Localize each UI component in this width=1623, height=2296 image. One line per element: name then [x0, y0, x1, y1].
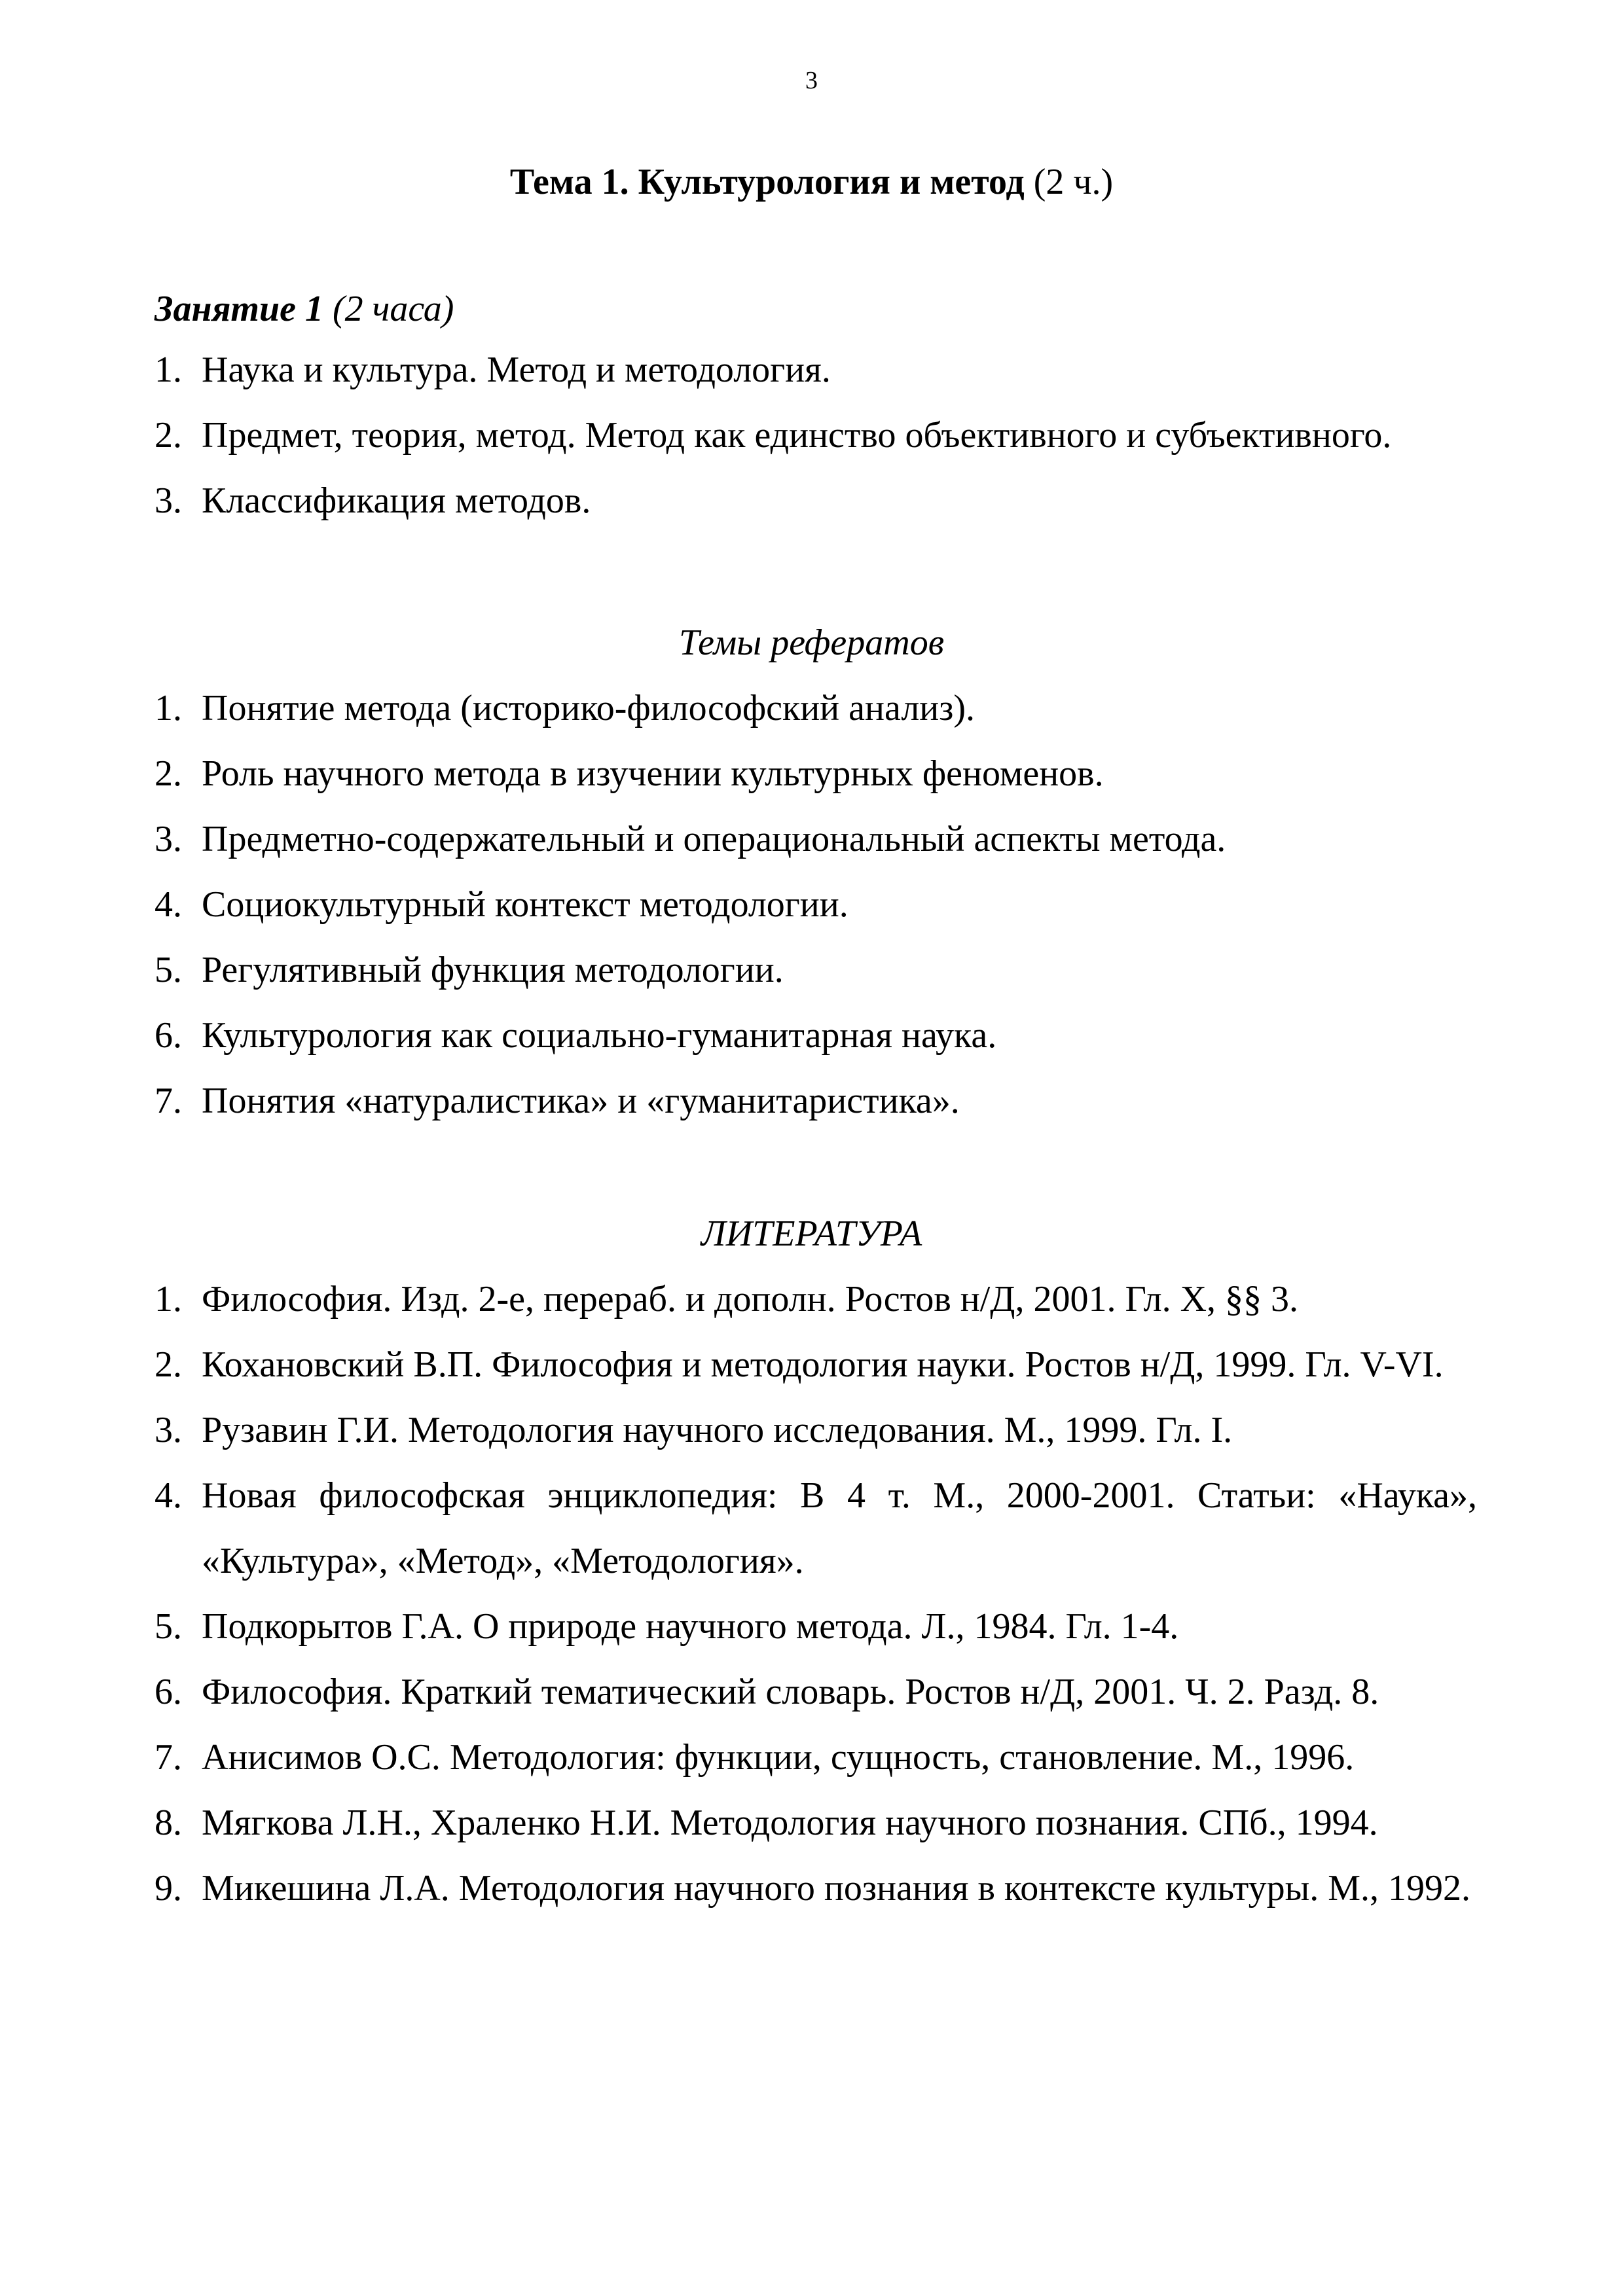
list-item-number: 9. [155, 1868, 182, 1909]
lesson-label-title: Занятие 1 [155, 289, 323, 329]
list-item-text: Наука и культура. Метод и методология. [202, 350, 831, 390]
list-item [155, 1397, 1477, 1463]
list-item [155, 741, 1477, 806]
list-item-number: 1. [155, 1279, 182, 1319]
list-item [155, 337, 1477, 403]
lesson-questions-list [155, 337, 1477, 533]
list-item-number: 3. [155, 819, 182, 859]
list-item-number: 7. [155, 1081, 182, 1121]
list-item [155, 806, 1477, 872]
topic-heading-hours: (2 ч.) [1024, 162, 1114, 202]
list-item-text: Понятия «натуралистика» и «гуманитаристика». [202, 1081, 960, 1121]
essay-topics-list [155, 675, 1477, 1134]
list-item-number: 2. [155, 1344, 182, 1385]
topic-heading [0, 156, 1623, 208]
list-item-number: 1. [155, 688, 182, 728]
list-item-text: Роль научного метода в изучении культурных феноменов. [202, 753, 1104, 794]
list-item-number: 2. [155, 415, 182, 456]
list-item-text: Рузавин Г.И. Методология научного исследования. М., 1999. Гл. I. [202, 1410, 1233, 1450]
lesson-label-hours: (2 часа) [323, 289, 454, 329]
list-item [155, 1463, 1477, 1594]
list-item [155, 1266, 1477, 1332]
list-item-text: Культурология как социально-гуманитарная наука. [202, 1015, 997, 1056]
list-item-text: Философия. Краткий тематический словарь. Ростов н/Д, 2001. Ч. 2. Разд. 8. [202, 1672, 1379, 1712]
topic-heading-title: Тема 1. Культурология и метод [509, 162, 1025, 202]
essay-topics-title: Темы рефератов [678, 622, 945, 663]
list-item-number: 2. [155, 753, 182, 794]
list-item-text: Анисимов О.С. Методология: функции, сущность, становление. М., 1996. [202, 1737, 1355, 1778]
list-item-text: Социокультурный контекст методологии. [202, 884, 848, 925]
list-item-number: 4. [155, 884, 182, 925]
list-item [155, 1725, 1477, 1790]
list-item [155, 872, 1477, 937]
list-item-text: Предметно-содержательный и операциональный аспекты метода. [202, 819, 1226, 859]
literature-title: ЛИТЕРАТУРА [701, 1213, 922, 1254]
list-item-number: 6. [155, 1015, 182, 1056]
list-item-text: Регулятивный функция методологии. [202, 950, 784, 990]
list-item [155, 1856, 1477, 1921]
list-item [155, 1790, 1477, 1856]
lesson-label [155, 283, 454, 335]
list-item [155, 1332, 1477, 1397]
list-item-text: Микешина Л.А. Методология научного познания в контексте культуры. М., 1992. [202, 1868, 1471, 1909]
literature-list [155, 1266, 1477, 1921]
list-item-number: 3. [155, 480, 182, 521]
list-item-text: Классификация методов. [202, 480, 591, 521]
list-item-text: Мягкова Л.Н., Храленко Н.И. Методология научного познания. СПб., 1994. [202, 1803, 1378, 1843]
list-item-number: 7. [155, 1737, 182, 1778]
page-number: 3 [805, 67, 818, 94]
list-item-text: Философия. Изд. 2-е, перераб. и дополн. Ростов н/Д, 2001. Гл. X, §§ 3. [202, 1279, 1299, 1319]
list-item-number: 1. [155, 350, 182, 390]
list-item-number: 5. [155, 1606, 182, 1647]
list-item-number: 3. [155, 1410, 182, 1450]
list-item [155, 1594, 1477, 1659]
list-item [155, 1068, 1477, 1134]
list-item-number: 8. [155, 1803, 182, 1843]
list-item [155, 1659, 1477, 1725]
list-item-text: Подкорытов Г.А. О природе научного метода. Л., 1984. Гл. 1-4. [202, 1606, 1179, 1647]
list-item [155, 675, 1477, 741]
list-item [155, 937, 1477, 1003]
list-item-number: 4. [155, 1475, 182, 1516]
list-item-text: Кохановский В.П. Философия и методология науки. Ростов н/Д, 1999. Гл. V-VI. [202, 1344, 1444, 1385]
list-item [155, 403, 1477, 468]
list-item-number: 6. [155, 1672, 182, 1712]
list-item-text: Предмет, теория, метод. Метод как единство объективного и субъективного. [202, 415, 1392, 456]
list-item [155, 1003, 1477, 1068]
list-item-number: 5. [155, 950, 182, 990]
list-item [155, 468, 1477, 533]
list-item-text: Новая философская энциклопедия: В 4 т. М., 2000-2001. Статьи: «Наука», «Культура», «Метод», «Методология». [202, 1475, 1477, 1581]
list-item-text: Понятие метода (историко-философский анализ). [202, 688, 976, 728]
